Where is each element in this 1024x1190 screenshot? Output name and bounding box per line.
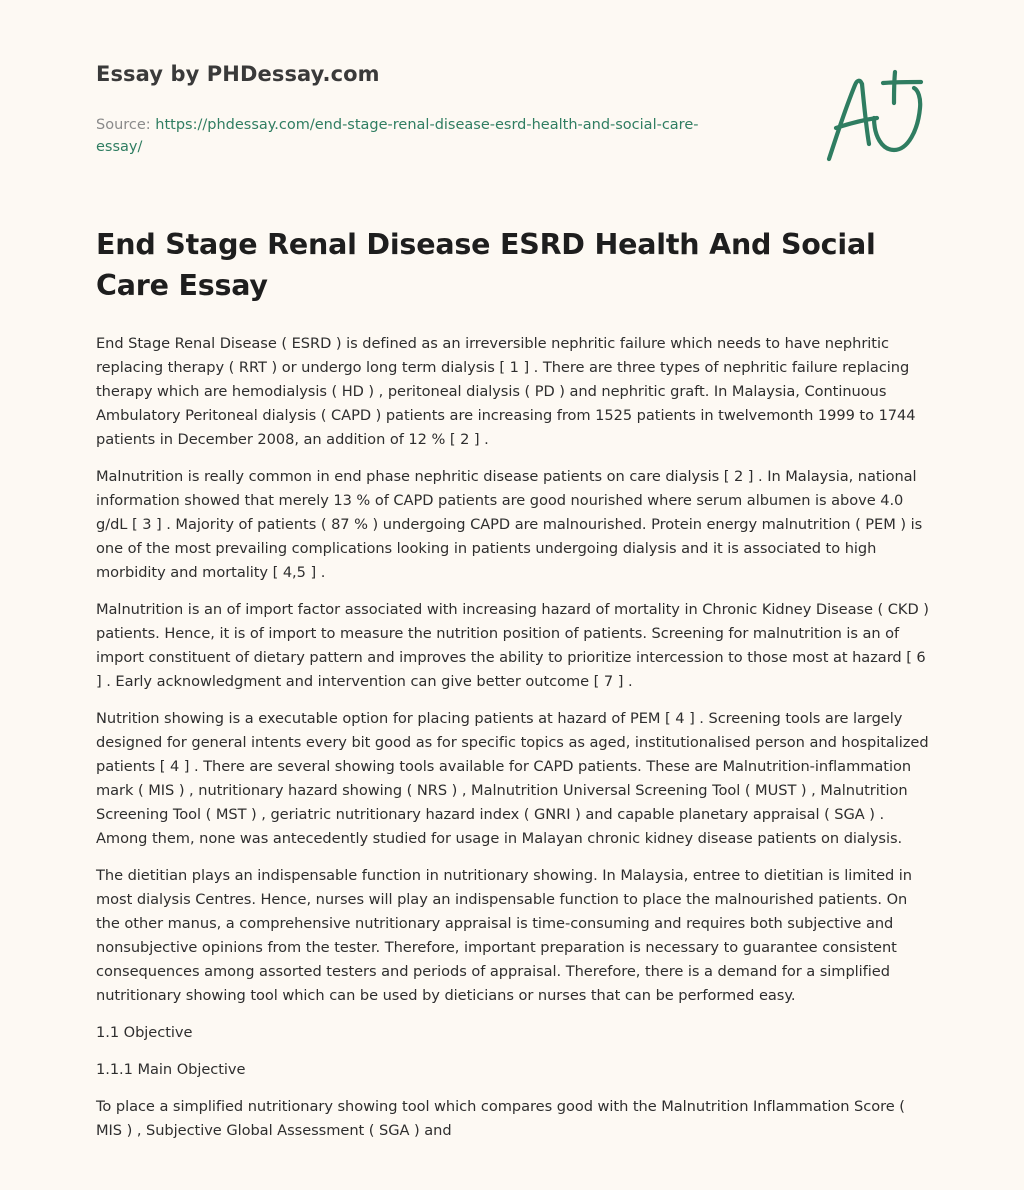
article-paragraph: Nutrition showing is a executable option for placing patients at hazard of PEM [ 4 ] . Screening tools are largely designed for general intents every bit good as for specific topics as aged, institutionalised person and hospitalized patients [ 4 ] . There are several showing tools available for CAPD patients. These are Malnutrition-inflammation mark ( MIS ) , nutritionary hazard showing ( NRS ) , Malnutrition Universal Screening Tool ( MUST ) , Malnutrition Screening Tool ( MST ) , geriatric nutritionary hazard index ( GNRI ) and capable planetary appraisal ( SGA ) . Among them, none was antecedently studied for usage in Malayan chronic kidney disease patients on dialysis. [96, 710, 929, 847]
a-plus-logo-svg [822, 68, 932, 168]
article [96, 224, 934, 1156]
page-header [96, 62, 776, 158]
source-line [96, 114, 736, 158]
site-title: Essay by PHDessay.com [96, 62, 380, 86]
article-title: End Stage Renal Disease ESRD Health And Social Care Essay [96, 228, 876, 302]
source-link[interactable]: https://phdessay.com/end-stage-renal-disease-esrd-health-and-social-care-essay/ [96, 117, 699, 155]
a-plus-logo-icon [822, 68, 932, 168]
article-paragraph: To place a simplified nutritionary showing tool which compares good with the Malnutrition Inflammation Score ( MIS ) , Subjective Global Assessment ( SGA ) and [96, 1098, 905, 1139]
article-paragraph: End Stage Renal Disease ( ESRD ) is defined as an irreversible nephritic failure which needs to have nephritic replacing therapy ( RRT ) or undergo long term dialysis [ 1 ] . There are three types of nephritic failure replacing therapy which are hemodialysis ( HD ) , peritoneal dialysis ( PD ) and nephritic graft. In Malaysia, Continuous Ambulatory Peritoneal dialysis ( CAPD ) patients are increasing from 1525 patients in twelvemonth 1999 to 1744 patients in December 2008, an addition of 12 % [ 2 ] . [96, 335, 916, 448]
section-heading-main-objective: 1.1.1 Main Objective [96, 1061, 246, 1078]
source-label: Source: [96, 117, 156, 133]
section-heading-objective: 1.1 Objective [96, 1024, 193, 1041]
article-paragraph: The dietitian plays an indispensable function in nutritionary showing. In Malaysia, entree to dietitian is limited in most dialysis Centres. Hence, nurses will play an indispensable function to place the malnourished patients. On the other manus, a comprehensive nutritionary appraisal is time-consuming and requires both subjective and nonsubjective opinions from the tester. Therefore, important preparation is necessary to guarantee consistent consequences among assorted testers and periods of appraisal. Therefore, there is a demand for a simplified nutritionary showing tool which can be used by dieticians or nurses that can be performed easy. [96, 867, 913, 1004]
article-paragraph: Malnutrition is an of import factor associated with increasing hazard of mortality in Chronic Kidney Disease ( CKD ) patients. Hence, it is of import to measure the nutrition position of patients. Screening for malnutrition is an of import constituent of dietary pattern and improves the ability to prioritize intercession to those most at hazard [ 6 ] . Early acknowledgment and intervention can give better outcome [ 7 ] . [96, 601, 929, 690]
article-paragraph: Malnutrition is really common in end phase nephritic disease patients on care dialysis [ 2 ] . In Malaysia, national information showed that merely 13 % of CAPD patients are good nourished where serum albumen is above 4.0 g/dL [ 3 ] . Majority of patients ( 87 % ) undergoing CAPD are malnourished. Protein energy malnutrition ( PEM ) is one of the most prevailing complications looking in patients undergoing dialysis and it is associated to high morbidity and mortality [ 4,5 ] . [96, 468, 923, 581]
